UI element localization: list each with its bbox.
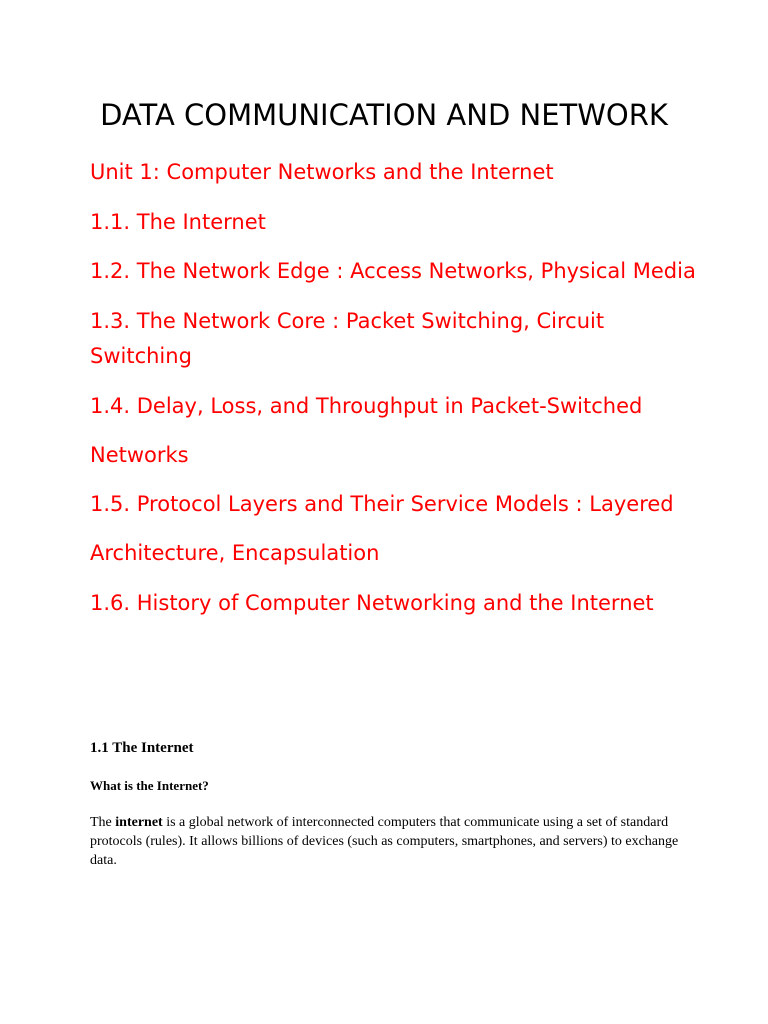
section-heading: 1.1 The Internet: [90, 740, 194, 756]
paragraph-rest: is a global network of interconnected computers that communicate using a set of standard protocols (rules). It allows billions of devices (such as computers, smartphones, and servers) to exchange data.: [90, 815, 679, 868]
toc-item-1-1: 1.1. The Internet: [90, 210, 266, 234]
toc-item-1-3-line1: 1.3. The Network Core : Packet Switching, Circuit: [90, 309, 605, 333]
toc-item-1-4-line2: Networks: [90, 443, 189, 467]
section-paragraph: [90, 813, 680, 870]
toc-item-1-5-line2: Architecture, Encapsulation: [90, 541, 380, 565]
paragraph-prefix: The: [90, 815, 116, 830]
paragraph-keyword: internet: [115, 815, 163, 830]
document-title: DATA COMMUNICATION AND NETWORK: [100, 98, 668, 132]
toc-item-1-6: 1.6. History of Computer Networking and the Internet: [90, 591, 654, 615]
toc-item-1-2: 1.2. The Network Edge : Access Networks, Physical Media: [90, 259, 696, 283]
toc-item-1-4-line1: 1.4. Delay, Loss, and Throughput in Packet-Switched: [90, 394, 643, 418]
toc-unit-heading: Unit 1: Computer Networks and the Internet: [90, 160, 554, 184]
toc-item-1-5-line1: 1.5. Protocol Layers and Their Service Models : Layered: [90, 492, 674, 516]
toc-item-1-3-line2: Switching: [90, 344, 192, 368]
section-subheading: What is the Internet?: [90, 778, 209, 793]
